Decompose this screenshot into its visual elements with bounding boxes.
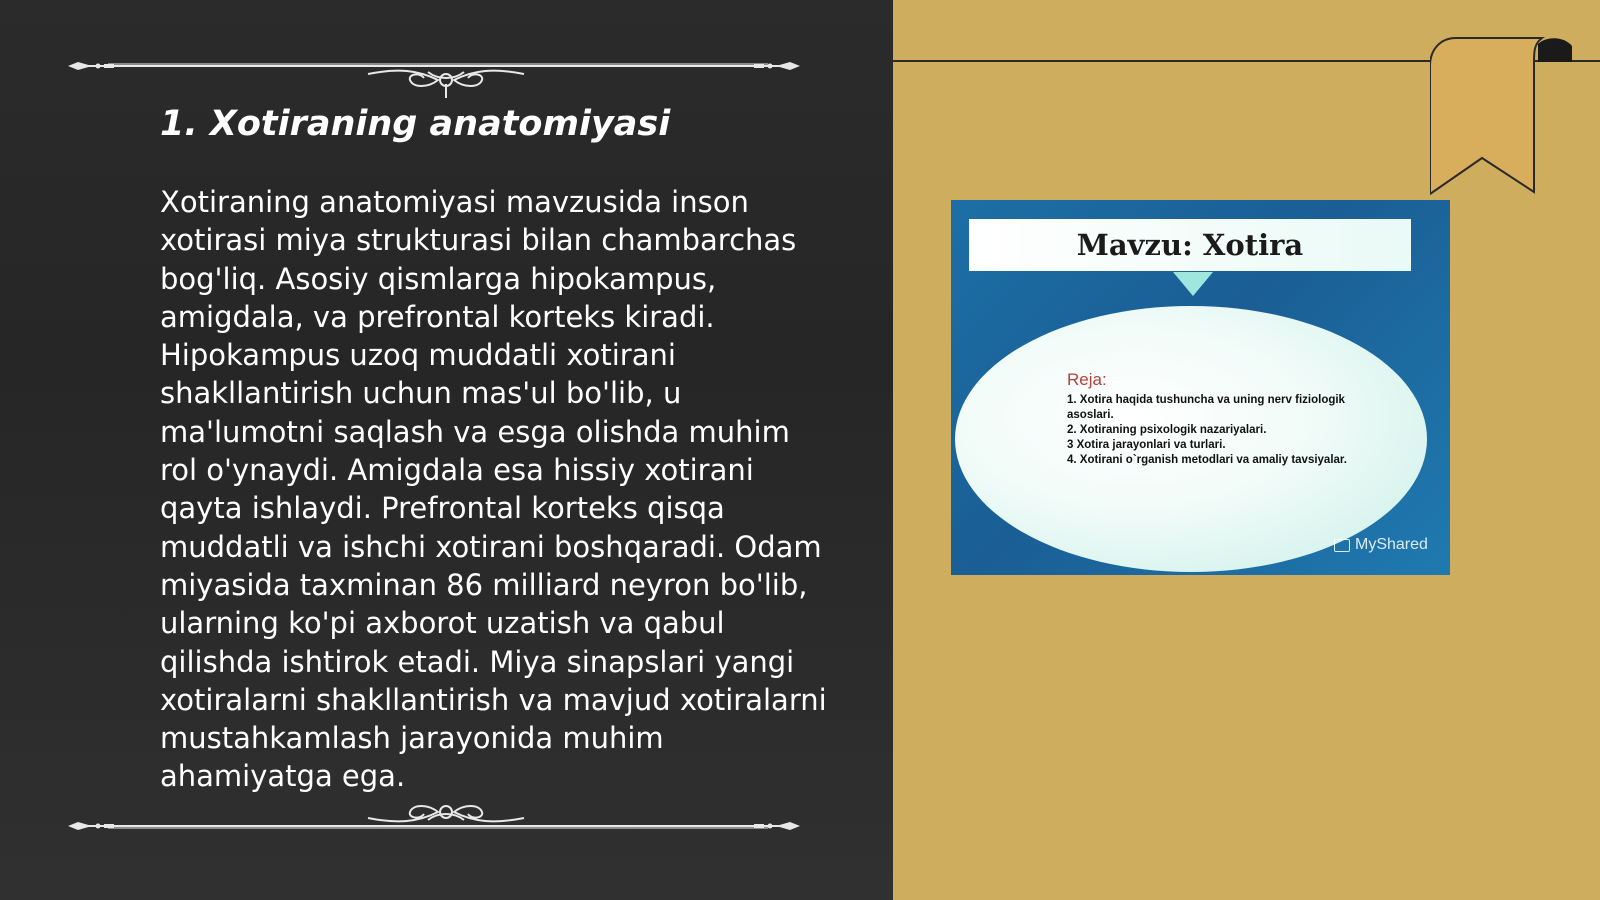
slide-body-text: Xotiraning anatomiyasi mavzusida inson xotirasi miya strukturasi bilan chambarchas bog'liq. Asosiy qismlarga hipokampus, amigdala, va prefrontal korteks kiradi. Hipokampus uzoq muddatli xotirani shakllantirish uchun mas'ul bo'lib, u ma'lumotni saqlash va esga olishda muhim rol o'ynaydi. Amigdala esa hissiy xotirani qayta ishlaydi. Prefrontal korteks qisqa muddatli va ishchi xotirani boshqaradi. Odam miyasida taxminan 86 milliard neyron bo'lib, ularning ko'pi axborot uzatish va qabul qilishda ishtirok etadi. Miya sinapslari yangi xotiralarni shakllantirish va mavjud xotiralarni mustahkamlash jarayonida muhim ahamiyatga ega. xyxy=(160,185,827,794)
myshared-logo-icon xyxy=(1334,539,1350,552)
ornamental-divider-bottom-icon xyxy=(68,780,824,840)
ornamental-divider-top-icon xyxy=(68,40,824,100)
watermark-text: MyShared xyxy=(1355,536,1428,553)
plan-label: Reja: xyxy=(1067,370,1107,389)
thumbnail-heading: Mavzu: Xotira xyxy=(1076,228,1304,262)
bookmark-ribbon-icon xyxy=(1430,30,1590,205)
plan-item: 3 Xotira jarayonlari va turlari. xyxy=(1067,439,1226,451)
down-arrow-icon xyxy=(1173,272,1213,296)
thumbnail-header-box xyxy=(969,219,1411,271)
myshared-watermark xyxy=(1334,536,1428,554)
plan-list xyxy=(1067,370,1377,468)
topic-slide-thumbnail xyxy=(951,200,1450,575)
plan-item: 1. Xotira haqida tushuncha va uning nerv fiziologik asoslari. xyxy=(1067,394,1345,421)
plan-item: 2. Xotiraning psixologik nazariyalari. xyxy=(1067,424,1267,436)
plan-item: 4. Xotirani o`rganish metodlari va amaliy tavsiyalar. xyxy=(1067,454,1347,466)
slide-title: 1. Xotiraning anatomiyasi xyxy=(160,104,671,144)
